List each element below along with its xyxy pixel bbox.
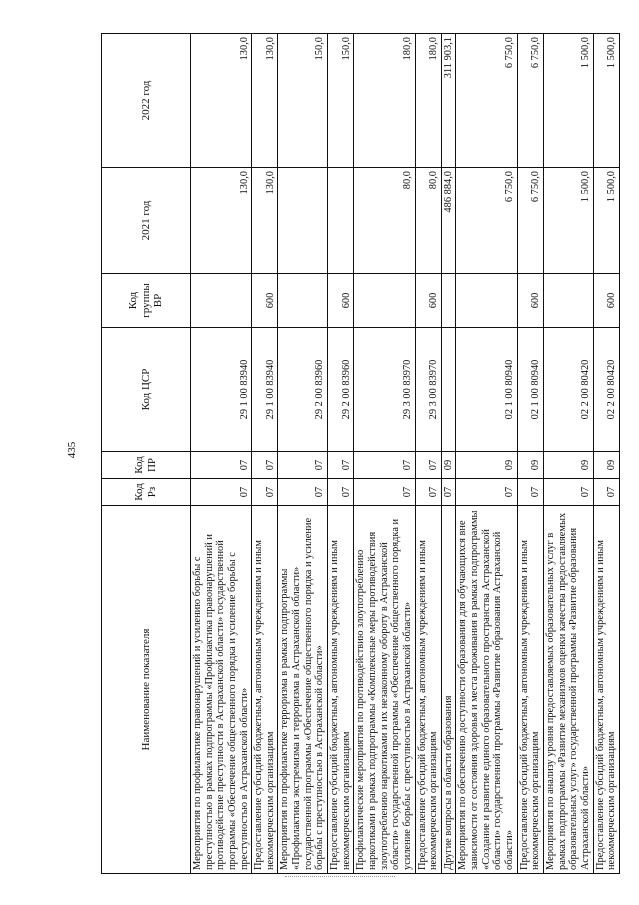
table-row xyxy=(543,34,593,874)
cell-2021 xyxy=(328,168,354,274)
cell-pr: 09 xyxy=(456,452,517,479)
cell-pr: 07 xyxy=(191,452,252,479)
table-row xyxy=(328,34,354,874)
scan-artifact-line xyxy=(285,876,395,877)
cell-rz: 07 xyxy=(517,479,543,506)
cell-csr: 29 3 00 83970 xyxy=(415,328,441,452)
cell-2021: 1 500,0 xyxy=(593,168,619,274)
cell-name: Мероприятия по профилактике правонарушений и усилению борьбы с преступностью в рамках подпрограммы «Профилактика правонарушений и противодействие преступности в Астраханской области» государственной программы «Обеспечение общественного порядка и усиление борьбы с преступностью в Астраханской области» xyxy=(191,506,252,874)
table-row xyxy=(593,34,619,874)
header-rz: Код Рз xyxy=(102,479,191,506)
cell-vr: 600 xyxy=(252,274,278,328)
table-row xyxy=(252,34,278,874)
cell-2022: 1 500,0 xyxy=(543,34,593,168)
cell-2022: 1 500,0 xyxy=(593,34,619,168)
cell-name: Предоставление субсидий бюджетным, автономным учреждениям и иным некоммерческим организациям xyxy=(328,506,354,874)
cell-pr: 07 xyxy=(252,452,278,479)
cell-name: Предоставление субсидий бюджетным, автономным учреждениям и иным некоммерческим организациям xyxy=(593,506,619,874)
cell-rz: 07 xyxy=(415,479,441,506)
cell-2022: 130,0 xyxy=(191,34,252,168)
table-row xyxy=(517,34,543,874)
cell-2022: 130,0 xyxy=(252,34,278,168)
cell-vr: 600 xyxy=(415,274,441,328)
cell-csr: 02 2 00 80420 xyxy=(543,328,593,452)
cell-rz: 07 xyxy=(441,479,456,506)
cell-csr xyxy=(441,328,456,452)
cell-2021: 486 884,0 xyxy=(441,168,456,274)
cell-vr xyxy=(441,274,456,328)
cell-pr: 07 xyxy=(278,452,328,479)
cell-vr xyxy=(191,274,252,328)
cell-name: Профилактические мероприятия по противодействию злоупотреблению наркотиками в рамках подпрограммы «Комплексные меры противодействия злоупотреблению наркотиками и их незаконному обороту в Астраханской области» государственной программы «Обеспечение общественного порядка и усиление борьбы с преступностью в Астраханской области» xyxy=(354,506,415,874)
cell-csr: 29 2 00 83960 xyxy=(328,328,354,452)
cell-name: Предоставление субсидий бюджетным, автономным учреждениям и иным некоммерческим организациям xyxy=(517,506,543,874)
cell-2021: 6 750,0 xyxy=(456,168,517,274)
header-2022: 2022 год xyxy=(102,34,191,168)
cell-vr: 600 xyxy=(517,274,543,328)
cell-rz: 07 xyxy=(328,479,354,506)
table-row xyxy=(456,34,517,874)
table-row xyxy=(441,34,456,874)
cell-2022: 150,0 xyxy=(328,34,354,168)
cell-2021: 80,0 xyxy=(354,168,415,274)
cell-2022: 6 750,0 xyxy=(517,34,543,168)
cell-rz: 07 xyxy=(593,479,619,506)
header-name: Наименование показателя xyxy=(102,506,191,874)
cell-2021: 130,0 xyxy=(252,168,278,274)
cell-name: Предоставление субсидий бюджетным, автономным учреждениям и иным некоммерческим организациям xyxy=(252,506,278,874)
cell-csr: 02 1 00 80940 xyxy=(456,328,517,452)
table-row xyxy=(278,34,328,874)
table-viewport xyxy=(101,34,618,874)
cell-pr: 09 xyxy=(441,452,456,479)
cell-pr: 09 xyxy=(543,452,593,479)
budget-table xyxy=(101,33,620,874)
cell-rz: 07 xyxy=(456,479,517,506)
cell-2021: 80,0 xyxy=(415,168,441,274)
cell-csr: 29 1 00 83940 xyxy=(252,328,278,452)
cell-pr: 07 xyxy=(415,452,441,479)
cell-2021: 130,0 xyxy=(191,168,252,274)
page-number: 435 xyxy=(66,441,78,459)
cell-pr: 07 xyxy=(328,452,354,479)
cell-name: Другие вопросы в области образования xyxy=(441,506,456,874)
cell-name: Мероприятия по обеспечению доступности образования для обучающихся вне зависимости от состояния здоровья и места проживания в рамках подпрограммы «Создание и развитие единого образовательного пространства Астраханской области» государственной программы «Развитие образования Астраханской области» xyxy=(456,506,517,874)
rotated-table-container xyxy=(101,34,618,874)
cell-csr: 02 2 00 80420 xyxy=(593,328,619,452)
cell-csr: 02 1 00 80940 xyxy=(517,328,543,452)
cell-rz: 07 xyxy=(278,479,328,506)
cell-2021: 1 500,0 xyxy=(543,168,593,274)
cell-name: Мероприятия по профилактике терроризма в рамках подпрограммы «Профилактика экстремизма и терроризма в Астраханской области» государственной программы «Обеспечение общественного порядка и усиление борьбы с преступностью в Астраханской области» xyxy=(278,506,328,874)
cell-name: Мероприятия по анализу уровня предоставляемых образовательных услуг в рамках подпрограммы «Развитие механизмов оценки качества предоставляемых образовательных услуг» государственной программы «Развитие образования Астраханской области» xyxy=(543,506,593,874)
cell-2022: 150,0 xyxy=(278,34,328,168)
cell-rz: 07 xyxy=(191,479,252,506)
cell-rz: 07 xyxy=(252,479,278,506)
cell-csr: 29 3 00 83970 xyxy=(354,328,415,452)
cell-2021 xyxy=(278,168,328,274)
cell-pr: 09 xyxy=(593,452,619,479)
cell-vr: 600 xyxy=(593,274,619,328)
cell-2022: 6 750,0 xyxy=(456,34,517,168)
cell-2021: 6 750,0 xyxy=(517,168,543,274)
table-row xyxy=(415,34,441,874)
table-row xyxy=(354,34,415,874)
table-row xyxy=(191,34,252,874)
cell-pr: 07 xyxy=(354,452,415,479)
cell-vr xyxy=(456,274,517,328)
cell-vr xyxy=(278,274,328,328)
cell-2022: 311 903,1 xyxy=(441,34,456,168)
header-vr: Код группы ВР xyxy=(102,274,191,328)
header-csr: Код ЦСР xyxy=(102,328,191,452)
cell-vr xyxy=(354,274,415,328)
cell-csr: 29 1 00 83940 xyxy=(191,328,252,452)
cell-vr xyxy=(543,274,593,328)
cell-pr: 09 xyxy=(517,452,543,479)
cell-vr: 600 xyxy=(328,274,354,328)
cell-2022: 180,0 xyxy=(354,34,415,168)
table-header-row xyxy=(102,34,191,874)
cell-rz: 07 xyxy=(543,479,593,506)
header-2021: 2021 год xyxy=(102,168,191,274)
cell-csr: 29 2 00 83960 xyxy=(278,328,328,452)
cell-rz: 07 xyxy=(354,479,415,506)
cell-2022: 180,0 xyxy=(415,34,441,168)
cell-name: Предоставление субсидий бюджетным, автономным учреждениям и иным некоммерческим организациям xyxy=(415,506,441,874)
header-pr: Код ПР xyxy=(102,452,191,479)
